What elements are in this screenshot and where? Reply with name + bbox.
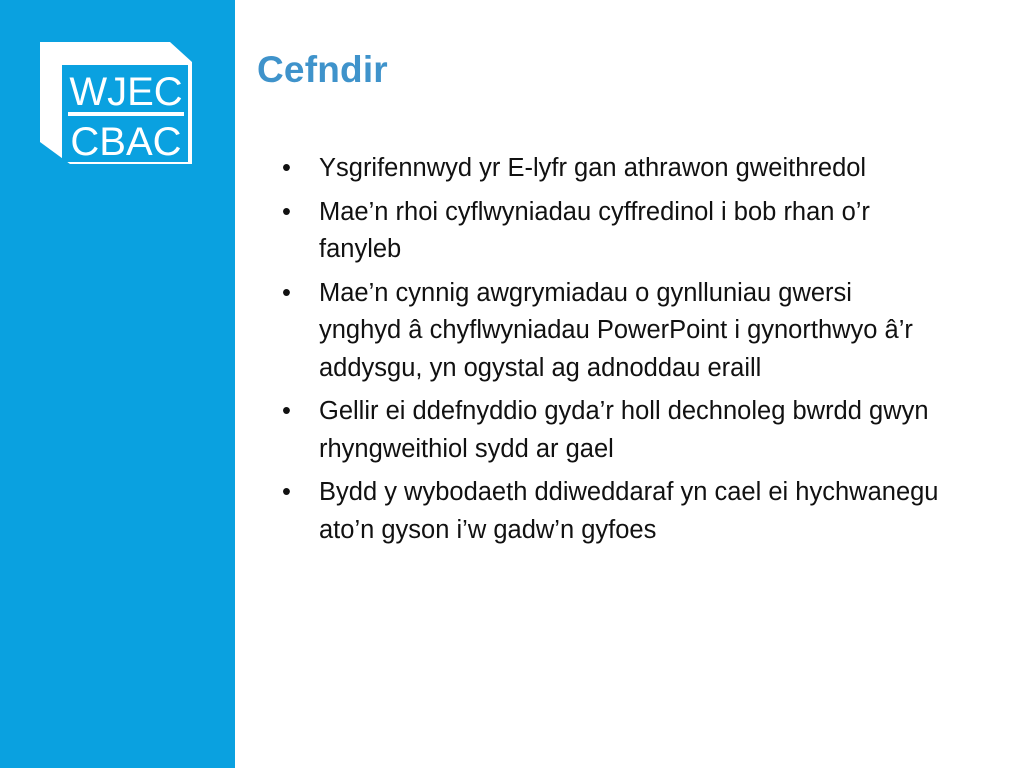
sidebar-panel — [0, 0, 235, 768]
bullet-text: Mae’n cynnig awgrymiadau o gynlluniau gwersi ynghyd â chyflwyniadau PowerPoint i gynorthwyo â’r addysgu, yn ogystal ag adnoddau eraill — [319, 278, 913, 382]
bullet-text: Bydd y wybodaeth ddiweddaraf yn cael ei hychwanegu ato’n gyson i’w gadw’n gyfoes — [319, 478, 939, 544]
logo-text-wjec: WJEC — [69, 70, 183, 114]
bullet-item — [280, 150, 940, 188]
bullet-text: Mae’n rhoi cyflwyniadau cyffredinol i bob rhan o’r fanyleb — [319, 197, 870, 263]
slide-title: Cefndir — [257, 49, 388, 90]
bullet-item — [280, 474, 940, 549]
bullet-marker: • — [282, 478, 291, 506]
wjec-cbac-logo — [40, 42, 192, 164]
logo-text-cbac: CBAC — [70, 120, 182, 164]
bullet-text: Ysgrifennwyd yr E-lyfr gan athrawon gweithredol — [319, 154, 867, 182]
bullet-marker: • — [282, 397, 291, 425]
bullet-item — [280, 393, 940, 468]
logo-graphic — [40, 42, 192, 164]
bullet-marker: • — [282, 278, 291, 307]
bullet-text: Gellir ei ddefnyddio gyda’r holl dechnoleg bwrdd gwyn rhyngweithiol sydd ar gael — [319, 397, 929, 463]
bullet-marker: • — [282, 197, 291, 226]
bullet-item — [280, 194, 940, 269]
bullet-list — [280, 150, 940, 555]
bullet-marker: • — [282, 154, 291, 182]
bullet-item — [280, 275, 940, 388]
